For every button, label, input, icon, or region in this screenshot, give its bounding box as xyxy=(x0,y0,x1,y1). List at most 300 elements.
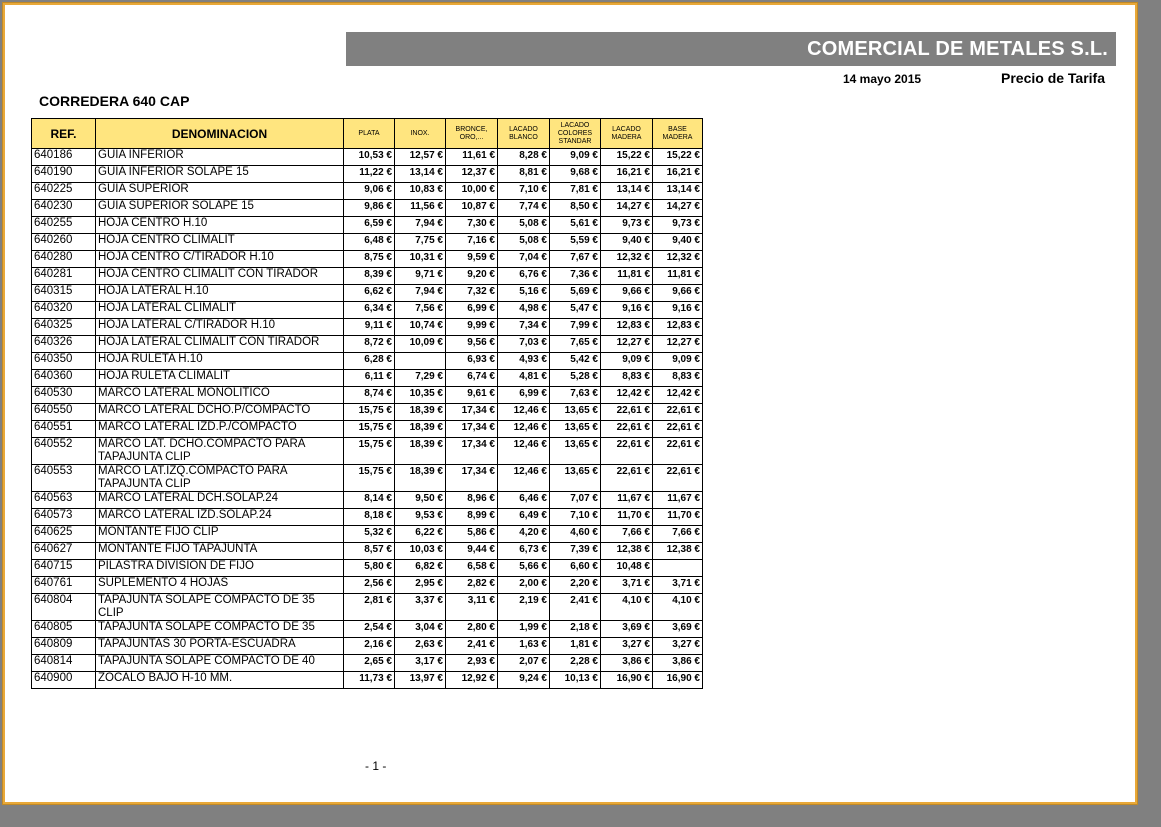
cell-lacado-blanco: 2,00 € xyxy=(498,577,550,594)
cell-lacado-blanco: 4,98 € xyxy=(498,302,550,319)
cell-lacado-colores: 7,36 € xyxy=(550,268,601,285)
cell-bronce: 9,99 € xyxy=(446,319,498,336)
cell-lacado-blanco: 5,08 € xyxy=(498,234,550,251)
cell-ref: 640325 xyxy=(32,319,96,336)
cell-lacado-blanco: 7,04 € xyxy=(498,251,550,268)
cell-plata: 8,14 € xyxy=(344,492,395,509)
cell-lacado-colores: 5,47 € xyxy=(550,302,601,319)
cell-lacado-madera: 11,70 € xyxy=(601,509,653,526)
cell-base-madera: 3,86 € xyxy=(653,655,703,672)
cell-inox: 10,83 € xyxy=(395,183,446,200)
cell-lacado-blanco: 8,28 € xyxy=(498,149,550,166)
cell-inox: 13,97 € xyxy=(395,672,446,689)
cell-lacado-madera: 9,40 € xyxy=(601,234,653,251)
cell-plata: 6,34 € xyxy=(344,302,395,319)
cell-name: HOJA RULETA CLIMALIT xyxy=(96,370,344,387)
document-page xyxy=(3,3,1137,804)
cell-plata: 9,86 € xyxy=(344,200,395,217)
col-header-lacado-blanco: LACADO BLANCO xyxy=(498,119,550,149)
cell-inox: 18,39 € xyxy=(395,465,446,492)
table-row xyxy=(32,251,703,268)
cell-base-madera: 3,27 € xyxy=(653,638,703,655)
cell-bronce: 5,86 € xyxy=(446,526,498,543)
cell-bronce: 7,30 € xyxy=(446,217,498,234)
cell-lacado-madera: 12,27 € xyxy=(601,336,653,353)
table-row xyxy=(32,302,703,319)
cell-bronce: 6,99 € xyxy=(446,302,498,319)
cell-base-madera: 9,16 € xyxy=(653,302,703,319)
cell-name: MONTANTE FIJO TAPAJUNTA xyxy=(96,543,344,560)
table-row xyxy=(32,404,703,421)
cell-bronce: 9,59 € xyxy=(446,251,498,268)
cell-name: MARCO LATERAL MONOLITICO xyxy=(96,387,344,404)
cell-ref: 640255 xyxy=(32,217,96,234)
cell-ref: 640761 xyxy=(32,577,96,594)
cell-ref: 640230 xyxy=(32,200,96,217)
col-header-lacado-madera: LACADO MADERA xyxy=(601,119,653,149)
cell-name: HOJA CENTRO CLIMALIT CON TIRADOR xyxy=(96,268,344,285)
cell-ref: 640551 xyxy=(32,421,96,438)
tariff-label: Precio de Tarifa xyxy=(1001,70,1106,86)
cell-inox: 10,09 € xyxy=(395,336,446,353)
cell-plata: 8,72 € xyxy=(344,336,395,353)
cell-inox: 7,75 € xyxy=(395,234,446,251)
cell-ref: 640804 xyxy=(32,594,96,621)
cell-lacado-madera: 3,71 € xyxy=(601,577,653,594)
cell-plata: 2,81 € xyxy=(344,594,395,621)
cell-plata: 6,28 € xyxy=(344,353,395,370)
cell-ref: 640805 xyxy=(32,621,96,638)
cell-lacado-madera: 16,90 € xyxy=(601,672,653,689)
cell-bronce: 17,34 € xyxy=(446,421,498,438)
cell-lacado-madera: 22,61 € xyxy=(601,465,653,492)
table-row xyxy=(32,655,703,672)
cell-bronce: 11,61 € xyxy=(446,149,498,166)
cell-plata: 2,65 € xyxy=(344,655,395,672)
cell-lacado-colores: 5,28 € xyxy=(550,370,601,387)
cell-lacado-colores: 2,41 € xyxy=(550,594,601,621)
cell-ref: 640900 xyxy=(32,672,96,689)
cell-plata: 6,11 € xyxy=(344,370,395,387)
cell-plata: 2,16 € xyxy=(344,638,395,655)
cell-ref: 640320 xyxy=(32,302,96,319)
cell-name: ZOCALO BAJO H-10 MM. xyxy=(96,672,344,689)
cell-lacado-colores: 13,65 € xyxy=(550,465,601,492)
cell-bronce: 10,87 € xyxy=(446,200,498,217)
cell-lacado-blanco: 2,07 € xyxy=(498,655,550,672)
cell-lacado-madera: 9,16 € xyxy=(601,302,653,319)
cell-bronce: 6,74 € xyxy=(446,370,498,387)
cell-ref: 640715 xyxy=(32,560,96,577)
cell-base-madera: 9,66 € xyxy=(653,285,703,302)
document-date: 14 mayo 2015 xyxy=(843,72,922,86)
cell-lacado-blanco: 9,24 € xyxy=(498,672,550,689)
cell-lacado-madera: 11,81 € xyxy=(601,268,653,285)
cell-lacado-madera: 14,27 € xyxy=(601,200,653,217)
cell-name: PILASTRA DIVISION DE FIJO xyxy=(96,560,344,577)
cell-inox: 2,63 € xyxy=(395,638,446,655)
cell-lacado-madera: 9,09 € xyxy=(601,353,653,370)
cell-name: HOJA CENTRO C/TIRADOR H.10 xyxy=(96,251,344,268)
cell-lacado-blanco: 4,20 € xyxy=(498,526,550,543)
cell-lacado-colores: 7,81 € xyxy=(550,183,601,200)
cell-base-madera: 22,61 € xyxy=(653,465,703,492)
cell-lacado-madera: 7,66 € xyxy=(601,526,653,543)
table-row xyxy=(32,166,703,183)
cell-bronce: 12,37 € xyxy=(446,166,498,183)
cell-ref: 640186 xyxy=(32,149,96,166)
cell-ref: 640550 xyxy=(32,404,96,421)
cell-inox: 10,74 € xyxy=(395,319,446,336)
table-row xyxy=(32,183,703,200)
cell-bronce: 10,00 € xyxy=(446,183,498,200)
cell-lacado-madera: 3,27 € xyxy=(601,638,653,655)
col-header-ref: REF. xyxy=(32,119,96,149)
cell-inox: 13,14 € xyxy=(395,166,446,183)
cell-ref: 640326 xyxy=(32,336,96,353)
cell-lacado-blanco: 6,99 € xyxy=(498,387,550,404)
cell-plata: 8,18 € xyxy=(344,509,395,526)
cell-inox: 10,35 € xyxy=(395,387,446,404)
cell-base-madera: 12,38 € xyxy=(653,543,703,560)
cell-plata: 5,32 € xyxy=(344,526,395,543)
cell-base-madera: 16,90 € xyxy=(653,672,703,689)
cell-bronce: 7,32 € xyxy=(446,285,498,302)
cell-plata: 15,75 € xyxy=(344,421,395,438)
cell-bronce: 12,92 € xyxy=(446,672,498,689)
cell-lacado-madera: 12,32 € xyxy=(601,251,653,268)
cell-lacado-madera: 22,61 € xyxy=(601,438,653,465)
cell-lacado-colores: 7,63 € xyxy=(550,387,601,404)
cell-inox: 9,50 € xyxy=(395,492,446,509)
cell-ref: 640260 xyxy=(32,234,96,251)
table-row xyxy=(32,594,703,621)
cell-base-madera: 16,21 € xyxy=(653,166,703,183)
cell-bronce: 17,34 € xyxy=(446,404,498,421)
cell-inox: 7,29 € xyxy=(395,370,446,387)
cell-lacado-colores: 5,42 € xyxy=(550,353,601,370)
cell-lacado-colores: 6,60 € xyxy=(550,560,601,577)
cell-lacado-colores: 9,09 € xyxy=(550,149,601,166)
cell-lacado-colores: 5,69 € xyxy=(550,285,601,302)
cell-lacado-colores: 7,10 € xyxy=(550,509,601,526)
cell-lacado-colores: 1,81 € xyxy=(550,638,601,655)
cell-lacado-colores: 8,50 € xyxy=(550,200,601,217)
cell-inox: 3,04 € xyxy=(395,621,446,638)
col-header-bronce: BRONCE, ORO,... xyxy=(446,119,498,149)
section-title: CORREDERA 640 CAP xyxy=(39,93,190,109)
table-row xyxy=(32,149,703,166)
table-row xyxy=(32,217,703,234)
cell-plata: 10,53 € xyxy=(344,149,395,166)
table-header-row xyxy=(32,119,703,149)
cell-inox: 6,82 € xyxy=(395,560,446,577)
cell-bronce: 3,11 € xyxy=(446,594,498,621)
cell-bronce: 8,99 € xyxy=(446,509,498,526)
cell-ref: 640627 xyxy=(32,543,96,560)
table-row xyxy=(32,353,703,370)
page-number: - 1 - xyxy=(365,759,387,773)
cell-plata: 11,73 € xyxy=(344,672,395,689)
cell-base-madera: 12,83 € xyxy=(653,319,703,336)
cell-lacado-colores: 13,65 € xyxy=(550,404,601,421)
cell-plata: 8,57 € xyxy=(344,543,395,560)
cell-name: TAPAJUNTAS 30 PORTA-ESCUADRA xyxy=(96,638,344,655)
col-header-plata: PLATA xyxy=(344,119,395,149)
table-row xyxy=(32,319,703,336)
cell-bronce: 2,80 € xyxy=(446,621,498,638)
table-row xyxy=(32,336,703,353)
table-row xyxy=(32,509,703,526)
cell-plata: 9,06 € xyxy=(344,183,395,200)
cell-lacado-blanco: 7,34 € xyxy=(498,319,550,336)
cell-inox: 10,31 € xyxy=(395,251,446,268)
cell-inox xyxy=(395,353,446,370)
cell-ref: 640809 xyxy=(32,638,96,655)
table-row xyxy=(32,526,703,543)
cell-inox: 2,95 € xyxy=(395,577,446,594)
cell-inox: 11,56 € xyxy=(395,200,446,217)
cell-ref: 640350 xyxy=(32,353,96,370)
col-header-name: DENOMINACION xyxy=(96,119,344,149)
cell-bronce: 17,34 € xyxy=(446,438,498,465)
cell-lacado-madera: 10,48 € xyxy=(601,560,653,577)
cell-name: SUPLEMENTO 4 HOJAS xyxy=(96,577,344,594)
cell-base-madera: 22,61 € xyxy=(653,421,703,438)
cell-name: MARCO LATERAL DCH.SOLAP.24 xyxy=(96,492,344,509)
cell-name: HOJA RULETA H.10 xyxy=(96,353,344,370)
cell-base-madera: 22,61 € xyxy=(653,404,703,421)
cell-name: HOJA LATERAL H.10 xyxy=(96,285,344,302)
cell-lacado-blanco: 5,08 € xyxy=(498,217,550,234)
cell-base-madera: 9,40 € xyxy=(653,234,703,251)
cell-base-madera: 12,27 € xyxy=(653,336,703,353)
table-row xyxy=(32,577,703,594)
table-row xyxy=(32,438,703,465)
cell-plata: 8,39 € xyxy=(344,268,395,285)
cell-lacado-colores: 10,13 € xyxy=(550,672,601,689)
cell-base-madera: 22,61 € xyxy=(653,438,703,465)
cell-inox: 18,39 € xyxy=(395,404,446,421)
cell-lacado-madera: 12,83 € xyxy=(601,319,653,336)
cell-lacado-colores: 2,28 € xyxy=(550,655,601,672)
cell-lacado-madera: 16,21 € xyxy=(601,166,653,183)
cell-lacado-madera: 4,10 € xyxy=(601,594,653,621)
table-row xyxy=(32,370,703,387)
cell-ref: 640553 xyxy=(32,465,96,492)
cell-ref: 640280 xyxy=(32,251,96,268)
company-name: COMERCIAL DE METALES S.L. xyxy=(807,38,1108,60)
cell-ref: 640625 xyxy=(32,526,96,543)
cell-lacado-madera: 11,67 € xyxy=(601,492,653,509)
cell-lacado-madera: 3,69 € xyxy=(601,621,653,638)
cell-base-madera: 14,27 € xyxy=(653,200,703,217)
cell-lacado-madera: 22,61 € xyxy=(601,404,653,421)
cell-name: GUIA INFERIOR SOLAPE 15 xyxy=(96,166,344,183)
cell-name: MARCO LAT. DCHO.COMPACTO PARA TAPAJUNTA CLIP xyxy=(96,438,344,465)
cell-lacado-madera: 3,86 € xyxy=(601,655,653,672)
cell-lacado-madera: 9,66 € xyxy=(601,285,653,302)
cell-ref: 640190 xyxy=(32,166,96,183)
cell-lacado-colores: 4,60 € xyxy=(550,526,601,543)
table-row xyxy=(32,285,703,302)
cell-lacado-madera: 8,83 € xyxy=(601,370,653,387)
cell-base-madera: 9,73 € xyxy=(653,217,703,234)
cell-lacado-blanco: 7,03 € xyxy=(498,336,550,353)
cell-plata: 5,80 € xyxy=(344,560,395,577)
cell-name: HOJA LATERAL CLIMALIT xyxy=(96,302,344,319)
table-row xyxy=(32,492,703,509)
cell-base-madera: 11,70 € xyxy=(653,509,703,526)
cell-name: GUIA INFERIOR xyxy=(96,149,344,166)
cell-bronce: 2,93 € xyxy=(446,655,498,672)
cell-base-madera: 12,32 € xyxy=(653,251,703,268)
cell-lacado-colores: 7,99 € xyxy=(550,319,601,336)
cell-inox: 7,56 € xyxy=(395,302,446,319)
cell-inox: 18,39 € xyxy=(395,421,446,438)
cell-plata: 9,11 € xyxy=(344,319,395,336)
cell-base-madera: 8,83 € xyxy=(653,370,703,387)
cell-name: HOJA CENTRO H.10 xyxy=(96,217,344,234)
table-row xyxy=(32,200,703,217)
cell-inox: 7,94 € xyxy=(395,217,446,234)
cell-base-madera: 4,10 € xyxy=(653,594,703,621)
cell-bronce: 9,44 € xyxy=(446,543,498,560)
cell-ref: 640281 xyxy=(32,268,96,285)
cell-base-madera: 12,42 € xyxy=(653,387,703,404)
table-row xyxy=(32,268,703,285)
cell-bronce: 6,93 € xyxy=(446,353,498,370)
cell-base-madera: 3,69 € xyxy=(653,621,703,638)
cell-lacado-blanco: 6,73 € xyxy=(498,543,550,560)
table-row xyxy=(32,465,703,492)
col-header-inox: INOX. xyxy=(395,119,446,149)
col-header-base-madera: BASE MADERA xyxy=(653,119,703,149)
cell-plata: 6,62 € xyxy=(344,285,395,302)
cell-lacado-blanco: 12,46 € xyxy=(498,404,550,421)
cell-lacado-blanco: 5,16 € xyxy=(498,285,550,302)
cell-lacado-blanco: 4,81 € xyxy=(498,370,550,387)
cell-base-madera: 9,09 € xyxy=(653,353,703,370)
cell-lacado-madera: 13,14 € xyxy=(601,183,653,200)
cell-lacado-blanco: 4,93 € xyxy=(498,353,550,370)
cell-bronce: 9,56 € xyxy=(446,336,498,353)
cell-name: HOJA CENTRO CLIMALIT xyxy=(96,234,344,251)
cell-inox: 6,22 € xyxy=(395,526,446,543)
cell-lacado-blanco: 1,99 € xyxy=(498,621,550,638)
cell-inox: 9,71 € xyxy=(395,268,446,285)
cell-lacado-blanco: 7,10 € xyxy=(498,183,550,200)
cell-plata: 2,56 € xyxy=(344,577,395,594)
cell-ref: 640573 xyxy=(32,509,96,526)
cell-plata: 8,75 € xyxy=(344,251,395,268)
cell-lacado-colores: 7,65 € xyxy=(550,336,601,353)
cell-bronce: 17,34 € xyxy=(446,465,498,492)
cell-base-madera: 15,22 € xyxy=(653,149,703,166)
cell-name: TAPAJUNTA SOLAPE COMPACTO DE 35 xyxy=(96,621,344,638)
cell-plata: 11,22 € xyxy=(344,166,395,183)
cell-inox: 12,57 € xyxy=(395,149,446,166)
cell-ref: 640814 xyxy=(32,655,96,672)
cell-name: TAPAJUNTA SOLAPE COMPACTO DE 35 CLIP xyxy=(96,594,344,621)
cell-inox: 7,94 € xyxy=(395,285,446,302)
cell-ref: 640563 xyxy=(32,492,96,509)
cell-plata: 15,75 € xyxy=(344,404,395,421)
table-row xyxy=(32,234,703,251)
cell-name: MONTANTE FIJO CLIP xyxy=(96,526,344,543)
cell-lacado-blanco: 12,46 € xyxy=(498,438,550,465)
cell-lacado-madera: 22,61 € xyxy=(601,421,653,438)
cell-lacado-colores: 7,39 € xyxy=(550,543,601,560)
table-row xyxy=(32,638,703,655)
cell-name: MARCO LAT.IZQ.COMPACTO PARA TAPAJUNTA CLIP xyxy=(96,465,344,492)
cell-base-madera: 11,67 € xyxy=(653,492,703,509)
cell-bronce: 7,16 € xyxy=(446,234,498,251)
cell-base-madera: 13,14 € xyxy=(653,183,703,200)
cell-inox: 10,03 € xyxy=(395,543,446,560)
price-table xyxy=(31,118,703,689)
table-row xyxy=(32,560,703,577)
table-row xyxy=(32,543,703,560)
cell-bronce: 9,20 € xyxy=(446,268,498,285)
cell-bronce: 6,58 € xyxy=(446,560,498,577)
cell-lacado-colores: 2,18 € xyxy=(550,621,601,638)
table-row xyxy=(32,672,703,689)
cell-base-madera xyxy=(653,560,703,577)
cell-lacado-blanco: 6,76 € xyxy=(498,268,550,285)
cell-plata: 2,54 € xyxy=(344,621,395,638)
cell-base-madera: 7,66 € xyxy=(653,526,703,543)
cell-name: GUIA SUPERIOR xyxy=(96,183,344,200)
cell-plata: 6,59 € xyxy=(344,217,395,234)
cell-name: HOJA LATERAL C/TIRADOR H.10 xyxy=(96,319,344,336)
cell-lacado-madera: 12,38 € xyxy=(601,543,653,560)
cell-inox: 18,39 € xyxy=(395,438,446,465)
col-header-lacado-colores: LACADO COLORES STANDAR xyxy=(550,119,601,149)
cell-lacado-blanco: 7,74 € xyxy=(498,200,550,217)
table-row xyxy=(32,387,703,404)
cell-lacado-colores: 7,07 € xyxy=(550,492,601,509)
cell-ref: 640225 xyxy=(32,183,96,200)
cell-name: TAPAJUNTA SOLAPE COMPACTO DE 40 xyxy=(96,655,344,672)
cell-lacado-blanco: 5,66 € xyxy=(498,560,550,577)
cell-name: HOJA LATERAL CLIMALIT CON TIRADOR xyxy=(96,336,344,353)
cell-lacado-blanco: 12,46 € xyxy=(498,421,550,438)
cell-ref: 640315 xyxy=(32,285,96,302)
cell-inox: 3,17 € xyxy=(395,655,446,672)
cell-lacado-blanco: 6,46 € xyxy=(498,492,550,509)
cell-lacado-colores: 13,65 € xyxy=(550,421,601,438)
cell-name: MARCO LATERAL IZD.P./COMPACTO xyxy=(96,421,344,438)
table-row xyxy=(32,621,703,638)
cell-bronce: 8,96 € xyxy=(446,492,498,509)
cell-ref: 640530 xyxy=(32,387,96,404)
cell-ref: 640360 xyxy=(32,370,96,387)
cell-lacado-colores: 2,20 € xyxy=(550,577,601,594)
cell-inox: 3,37 € xyxy=(395,594,446,621)
cell-base-madera: 11,81 € xyxy=(653,268,703,285)
company-banner xyxy=(346,32,1116,66)
cell-lacado-colores: 7,67 € xyxy=(550,251,601,268)
cell-plata: 15,75 € xyxy=(344,465,395,492)
cell-plata: 15,75 € xyxy=(344,438,395,465)
cell-lacado-madera: 15,22 € xyxy=(601,149,653,166)
cell-lacado-colores: 5,61 € xyxy=(550,217,601,234)
cell-lacado-blanco: 2,19 € xyxy=(498,594,550,621)
cell-bronce: 2,82 € xyxy=(446,577,498,594)
cell-lacado-madera: 12,42 € xyxy=(601,387,653,404)
cell-plata: 8,74 € xyxy=(344,387,395,404)
